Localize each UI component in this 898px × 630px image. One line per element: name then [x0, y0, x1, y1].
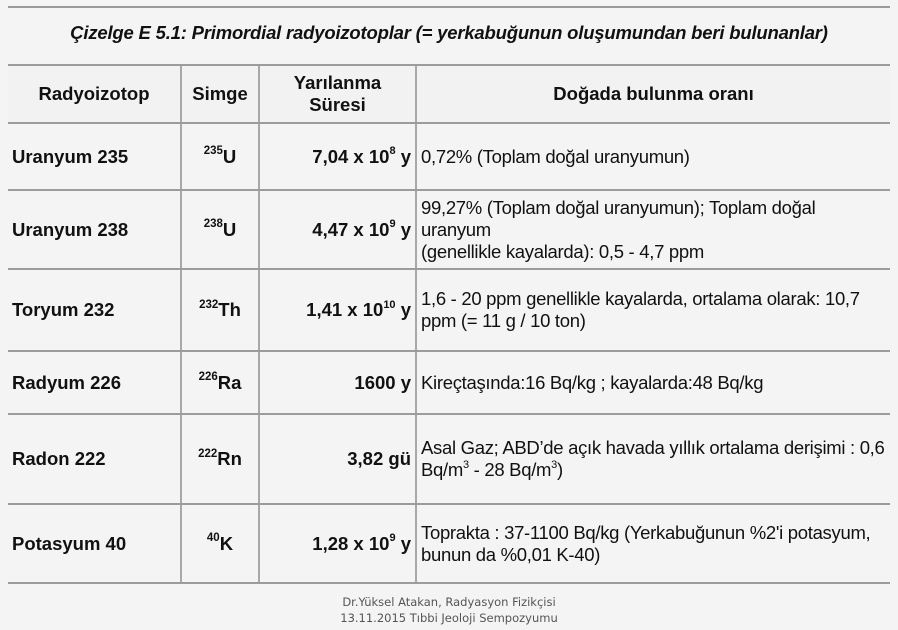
table-row: [8, 269, 890, 351]
half-life-base: 1,41 x 10: [306, 299, 384, 320]
half-life-unit: y: [395, 299, 411, 320]
half-life: [259, 190, 416, 269]
header-occurrence: Doğada bulunma oranı: [416, 65, 890, 123]
isotope-name: Potasyum 40: [8, 504, 181, 583]
unit-exponent: 3: [551, 458, 557, 471]
mass-number: 226: [198, 371, 218, 384]
half-life: [259, 414, 416, 504]
half-life-unit: y: [395, 145, 411, 167]
half-life-base: 1,28 x 10: [312, 532, 390, 554]
element-symbol: Ra: [217, 371, 242, 393]
table-row: [8, 351, 890, 414]
occurrence-line: 99,27% (Toplam doğal uranyumun); Toplam doğal uranyum: [421, 196, 816, 240]
occurrence: [416, 123, 890, 190]
occurrence-line: ppm (= 11 g / 10 ton): [421, 310, 586, 331]
slide-footer: [0, 594, 898, 626]
header-symbol: Simge: [181, 65, 259, 123]
isotope-name: Toryum 232: [8, 269, 181, 351]
isotope-symbol: [181, 269, 259, 351]
header-row: [8, 65, 890, 123]
unit-text: ): [556, 459, 563, 480]
occurrence: [416, 351, 890, 414]
isotope-symbol: [181, 351, 259, 414]
isotope-symbol: [181, 414, 259, 504]
table-row: [8, 504, 890, 583]
radioisotope-table: [8, 64, 890, 584]
mass-number: 232: [199, 298, 219, 311]
occurrence-line: [421, 459, 886, 481]
top-divider: [8, 6, 890, 8]
table-row: [8, 123, 890, 190]
footer-author: Dr.Yüksel Atakan, Radyasyon Fizikçisi: [342, 595, 556, 609]
table-title: Çizelge E 5.1: Primordial radyoizotoplar (= yerkabuğunun oluşumundan beri bulunanlar): [70, 22, 828, 43]
isotope-name: Radyum 226: [8, 351, 181, 414]
half-life-unit: y: [395, 532, 411, 554]
occurrence: [416, 504, 890, 583]
occurrence: [416, 269, 890, 351]
isotope-name: Radon 222: [8, 414, 181, 504]
header-isotope: Radyoizotop: [8, 65, 181, 123]
half-life-base: 1600 y: [354, 371, 411, 393]
footer-event: 13.11.2015 Tıbbi Jeoloji Sempozyumu: [340, 611, 558, 625]
isotope-name: Uranyum 238: [8, 190, 181, 269]
occurrence-line: bunun da %0,01 K-40): [421, 543, 601, 565]
occurrence-line: 1,6 - 20 ppm genellikle kayalarda, ortalama olarak: 10,7: [421, 288, 860, 309]
half-life-unit: y: [395, 218, 411, 240]
isotope-name: Uranyum 235: [8, 123, 181, 190]
element-symbol: U: [222, 145, 237, 167]
table-row: [8, 190, 890, 269]
half-life-base: 3,82 gü: [347, 448, 411, 469]
occurrence: [416, 190, 890, 269]
half-life: [259, 123, 416, 190]
occurrence-line: Toprakta : 37-1100 Bq/kg (Yerkabuğunun %2'i potasyum,: [421, 521, 871, 543]
half-life: [259, 351, 416, 414]
half-life-exponent: 10: [383, 298, 396, 311]
isotope-symbol: [181, 504, 259, 583]
element-symbol: U: [222, 218, 237, 240]
occurrence-line: Kireçtaşında:16 Bq/kg ; kayalarda:48 Bq/kg: [421, 371, 764, 393]
mass-number: 40: [206, 532, 220, 545]
half-life-exponent: 9: [389, 532, 396, 545]
mass-number: 238: [203, 218, 223, 231]
unit-text: Bq/m: [421, 459, 463, 480]
table-row: [8, 414, 890, 504]
occurrence-line: 0,72% (Toplam doğal uranyumun): [421, 145, 690, 167]
occurrence: [416, 414, 890, 504]
half-life-base: 4,47 x 10: [312, 218, 390, 240]
element-symbol: Th: [218, 299, 241, 320]
mass-number: 235: [203, 145, 223, 158]
unit-text: - 28 Bq/m: [468, 459, 552, 480]
unit-exponent: 3: [462, 458, 469, 471]
half-life: [259, 269, 416, 351]
occurrence-line: (genellikle kayalarda): 0,5 - 4,7 ppm: [421, 240, 704, 262]
half-life-exponent: 9: [389, 218, 396, 231]
header-half-life: Yarılanma Süresi: [259, 65, 416, 123]
half-life: [259, 504, 416, 583]
mass-number: 222: [198, 447, 218, 460]
occurrence-line: Asal Gaz; ABD’de açık havada yıllık ortalama derişimi : 0,6: [421, 437, 885, 458]
half-life-exponent: 8: [389, 145, 396, 158]
half-life-base: 7,04 x 10: [312, 145, 390, 167]
element-symbol: Rn: [217, 448, 242, 469]
isotope-symbol: [181, 190, 259, 269]
isotope-symbol: [181, 123, 259, 190]
element-symbol: K: [219, 532, 234, 554]
